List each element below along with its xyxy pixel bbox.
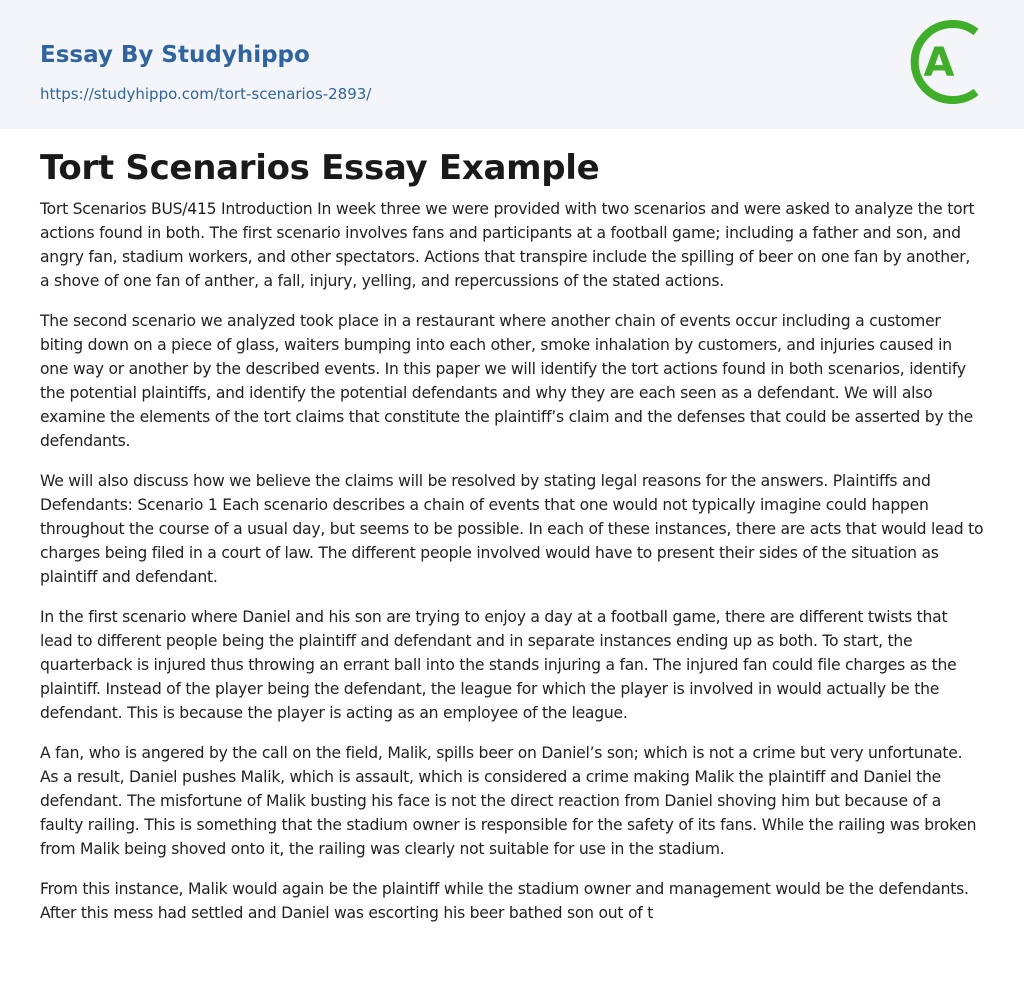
article-body xyxy=(40,197,984,925)
studyhippo-logo-icon[interactable] xyxy=(910,18,988,106)
site-header xyxy=(0,0,1024,129)
article-url-link[interactable]: https://studyhippo.com/tort-scenarios-2893/ xyxy=(40,85,372,103)
article-paragraph: In the first scenario where Daniel and his son are trying to enjoy a day at a football game, there are different twists that lead to different people being the plaintiff and defendant and in separate instances ending up as both. To start, the quarterback is injured thus throwing an errant ball into the stands injuring a fan. The injured fan could file charges as the plaintiff. Instead of the player being the defendant, the league for which the player is involved in would actually be the defendant. This is because the player is acting as an employee of the league. xyxy=(40,608,957,722)
article-paragraph: From this instance, Malik would again be the plaintiff while the stadium owner and management would be the defendants. After this mess had settled and Daniel was escorting his beer bathed son out of t xyxy=(40,880,969,922)
site-brand[interactable]: Essay By Studyhippo xyxy=(40,42,310,68)
article-paragraph: The second scenario we analyzed took place in a restaurant where another chain of events occur including a customer biting down on a piece of glass, waiters bumping into each other, smoke inhalation by customers, and injuries caused in one way or another by the described events. In this paper we will identify the tort actions found in both scenarios, identify the potential plaintiffs, and identify the potential defendants and why they are each seen as a defendant. We will also examine the elements of the tort claims that constitute the plaintiff’s claim and the defenses that could be asserted by the defendants. xyxy=(40,312,973,450)
article-paragraph: Tort Scenarios BUS/415 Introduction In week three we were provided with two scenarios and were asked to analyze the tort actions found in both. The first scenario involves fans and participants at a football game; including a father and son, and angry fan, stadium workers, and other spectators. Actions that transpire include the spilling of beer on one fan by another, a shove of one fan of anther, a fall, injury, yelling, and repercussions of the stated actions. xyxy=(40,200,975,290)
article-paragraph: We will also discuss how we believe the claims will be resolved by stating legal reasons for the answers. Plaintiffs and Defendants: Scenario 1 Each scenario describes a chain of events that one would not typically imagine could happen throughout the course of a usual day, but seems to be possible. In each of these instances, there are acts that would lead to charges being filed in a court of law. The different people involved would have to present their sides of the situation as plaintiff and defendant. xyxy=(40,472,984,586)
article-title: Tort Scenarios Essay Example xyxy=(40,148,600,188)
article-container xyxy=(0,129,1024,925)
logo-letter: A xyxy=(923,40,955,86)
article-paragraph: A fan, who is angered by the call on the field, Malik, spills beer on Daniel’s son; which is not a crime but very unfortunate. As a result, Daniel pushes Malik, which is assault, which is considered a crime making Malik the plaintiff and Daniel the defendant. The misfortune of Malik busting his face is not the direct reaction from Daniel shoving him but because of a faulty railing. This is something that the stadium owner is responsible for the safety of its fans. While the railing was broken from Malik being shoved onto it, the railing was clearly not suitable for use in the stadium. xyxy=(40,744,977,858)
